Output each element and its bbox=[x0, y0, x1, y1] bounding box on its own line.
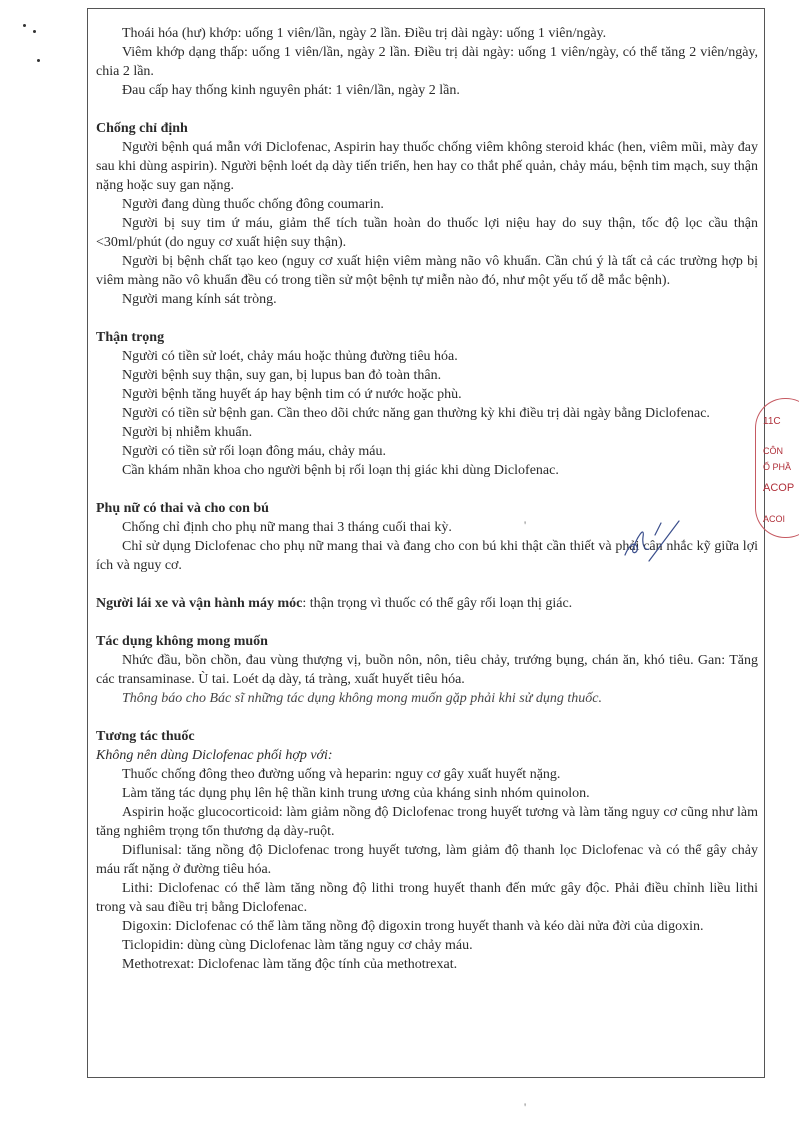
precaution-item: Người có tiền sử rối loạn đông máu, chảy máu. bbox=[122, 444, 387, 459]
contraindication-item: Người mang kính sát tròng. bbox=[122, 292, 277, 307]
pregnancy-item: Chỉ sử dụng Diclofenac cho phụ nữ mang thai và đang cho con bú khi thật cần thiết và phải cân nhắc kỹ giữa lợi ích và nguy cơ. bbox=[96, 539, 758, 573]
interactions-section bbox=[96, 727, 758, 974]
contraindication-item: Người bị bệnh chất tạo keo (nguy cơ xuất hiện viêm màng não vô khuẩn. Cần chú ý là tất cả các trường hợp bị viêm màng não vô khuẩn đều có trong tiền sử một bệnh tự miễn nào đó, như một yếu tố dễ mắc bệnh). bbox=[96, 254, 758, 288]
driving-paragraph bbox=[96, 594, 758, 613]
interactions-subheading: Không nên dùng Diclofenac phối hợp với: bbox=[96, 748, 333, 763]
contraindications-heading: Chống chỉ định bbox=[96, 121, 188, 136]
driving-section bbox=[96, 594, 758, 613]
precaution-item: Người có tiền sử loét, chảy máu hoặc thủng đường tiêu hóa. bbox=[122, 349, 458, 364]
stamp-line: 11C bbox=[763, 416, 781, 427]
side-effects-notice: Thông báo cho Bác sĩ những tác dụng không mong muốn gặp phải khi sử dụng thuốc. bbox=[122, 691, 602, 706]
interaction-item: Thuốc chống đông theo đường uống và heparin: nguy cơ gây xuất huyết nặng. bbox=[122, 767, 561, 782]
dosage-osteoarthritis: Thoái hóa (hư) khớp: uống 1 viên/lần, ngày 2 lần. Điều trị dài ngày: uống 1 viên/ngày. bbox=[122, 26, 607, 41]
interaction-item: Diflunisal: tăng nồng độ Diclofenac trong huyết tương, làm giảm độ thanh lọc Diclofenac và có thể gây chảy máu rất nặng ở đường tiêu hóa. bbox=[96, 843, 758, 877]
handwritten-signature bbox=[615, 515, 685, 565]
interaction-item: Làm tăng tác dụng phụ lên hệ thần kinh trung ương của kháng sinh nhóm quinolon. bbox=[122, 786, 590, 801]
precautions-heading: Thận trọng bbox=[96, 330, 165, 345]
company-stamp-fragment bbox=[761, 402, 799, 532]
stamp-line: Ổ PHẦ bbox=[763, 462, 792, 472]
stamp-line: ACOI bbox=[763, 514, 786, 524]
precautions-section bbox=[96, 328, 758, 480]
scan-speck bbox=[23, 24, 26, 27]
scan-speck bbox=[37, 59, 40, 62]
precaution-item: Người bệnh tăng huyết áp hay bệnh tim có ứ nước hoặc phù. bbox=[122, 387, 462, 402]
dosage-acute-pain: Đau cấp hay thống kinh nguyên phát: 1 viên/lần, ngày 2 lần. bbox=[122, 83, 460, 98]
scan-speck bbox=[33, 30, 36, 33]
precaution-item: Người bị nhiễm khuẩn. bbox=[122, 425, 253, 440]
dosage-continuation bbox=[96, 24, 758, 100]
pregnancy-heading: Phụ nữ có thai và cho con bú bbox=[96, 501, 269, 516]
dosage-rheumatoid-arthritis: Viêm khớp dạng thấp: uống 1 viên/lần, ngày 2 lần. Điều trị dài ngày: uống 1 viên/ngày, có thể tăng 2 viên/ngày, chia 2 lần. bbox=[96, 45, 758, 79]
contraindications-section bbox=[96, 119, 758, 309]
contraindication-item: Người đang dùng thuốc chống đông coumarin. bbox=[122, 197, 384, 212]
contraindication-item: Người bệnh quá mẫn với Diclofenac, Aspirin hay thuốc chống viêm không steroid khác (hen, viêm mũi, mày đay sau khi dùng aspirin). Người bệnh loét dạ dày tiến triển, hen hay co thắt phế quản, chảy máu, bệnh tim mạch, suy thận nặng hoặc suy gan nặng. bbox=[96, 140, 758, 193]
precaution-item: Cần khám nhãn khoa cho người bệnh bị rối loạn thị giác khi dùng Diclofenac. bbox=[122, 463, 559, 478]
interactions-heading: Tương tác thuốc bbox=[96, 729, 195, 744]
document-body bbox=[96, 24, 758, 974]
interaction-item: Aspirin hoặc glucocorticoid: làm giảm nồng độ Diclofenac trong huyết tương và làm tăng nguy cơ cũng như làm tăng nghiêm trọng tổn thương dạ dày-ruột. bbox=[96, 805, 758, 839]
precaution-item: Người bệnh suy thận, suy gan, bị lupus ban đỏ toàn thân. bbox=[122, 368, 442, 383]
scan-mark: ' bbox=[524, 518, 527, 532]
contraindication-item: Người bị suy tim ứ máu, giảm thể tích tuần hoàn do thuốc lợi niệu hay do suy thận, tốc độ lọc cầu thận <30ml/phút (do nguy cơ xuất hiện suy thận). bbox=[96, 216, 758, 250]
driving-heading: Người lái xe và vận hành máy móc bbox=[96, 596, 303, 611]
interaction-item: Digoxin: Diclofenac có thể làm tăng nồng độ digoxin trong huyết thanh và kéo dài nửa đời của digoxin. bbox=[122, 919, 704, 934]
interaction-item: Ticlopidin: dùng cùng Diclofenac làm tăng nguy cơ chảy máu. bbox=[122, 938, 473, 953]
side-effects-heading: Tác dụng không mong muốn bbox=[96, 634, 268, 649]
precaution-item: Người có tiền sử bệnh gan. Cần theo dõi chức năng gan thường kỳ khi điều trị dài ngày bằng Diclofenac. bbox=[122, 406, 710, 421]
stamp-line: CÔN bbox=[763, 446, 783, 456]
interaction-item: Lithi: Diclofenac có thể làm tăng nồng độ lithi trong huyết thanh đến mức gây độc. Phải điều chỉnh liều lithi trong và sau điều trị bằng Diclofenac. bbox=[96, 881, 758, 915]
pregnancy-item: Chống chỉ định cho phụ nữ mang thai 3 tháng cuối thai kỳ. bbox=[122, 520, 452, 535]
scan-mark: ' bbox=[524, 1100, 527, 1114]
interaction-item: Methotrexat: Diclofenac làm tăng độc tính của methotrexat. bbox=[122, 957, 458, 972]
stamp-line: ACOP bbox=[763, 482, 795, 494]
driving-text: : thận trọng vì thuốc có thể gây rối loạn thị giác. bbox=[302, 596, 573, 611]
side-effects-section bbox=[96, 632, 758, 708]
side-effects-text: Nhức đầu, bồn chồn, đau vùng thượng vị, buồn nôn, nôn, tiêu chảy, trướng bụng, chán ăn, khó tiêu. Gan: Tăng các transaminase. Ù tai. Loét dạ dày, tá tràng, xuất huyết tiêu hóa. bbox=[96, 653, 758, 687]
